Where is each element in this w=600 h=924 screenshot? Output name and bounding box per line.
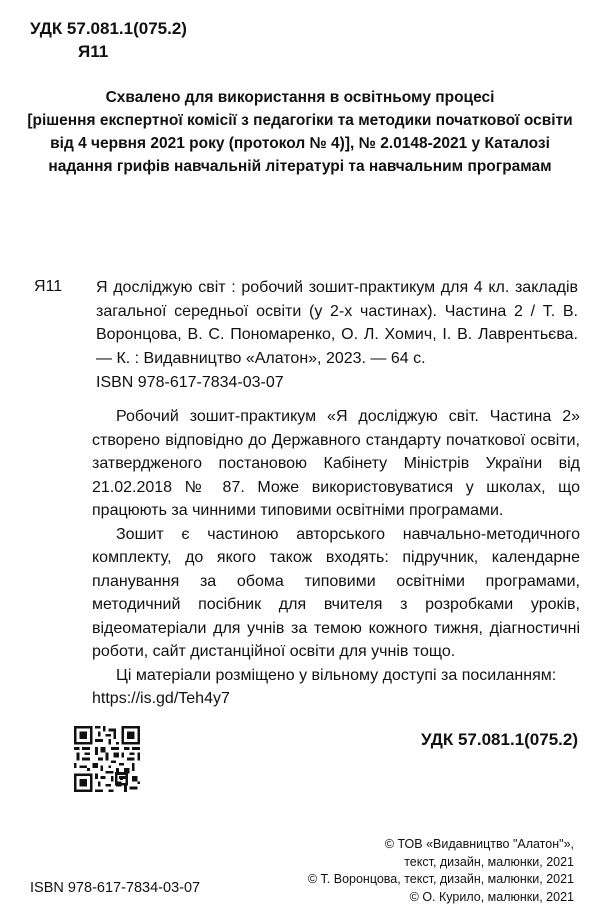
qr-code <box>74 726 140 792</box>
bibliography-code: Я11 <box>34 278 63 295</box>
copyright-block <box>308 836 574 906</box>
approval-line: [рішення експертної комісії з педагогіки та методики початкової освіти <box>27 112 573 129</box>
bibliographic-description: Я досліджую світ : робочий зошит-практикум для 4 кл. закладів загальної середньої освіти (у 2-х частинах). Частина 2 / Т. В. Воронцова, В. С. Пономаренко, О. Л. Хомич, І. В. Лаврентьєва. — К. : Видавництво «Алатон», 2023. — 64 с. <box>96 279 578 367</box>
copyright-line: текст, дизайн, малюнки, 2021 <box>404 854 574 869</box>
approval-notice <box>20 86 580 178</box>
isbn-line: ISBN 978-617-7834-03-07 <box>96 374 284 391</box>
author-code-top: Я11 <box>78 42 109 61</box>
annotation <box>92 405 580 711</box>
udk-top: УДК 57.081.1(075.2) <box>30 19 187 38</box>
copyright-line: © Т. Воронцова, текст, дизайн, малюнки, 2021 <box>307 872 574 886</box>
bibliographic-record <box>96 276 578 395</box>
approval-line: Схвалено для використання в освітньому процесі <box>105 89 495 106</box>
annotation-paragraph-1: Робочий зошит-практикум «Я досліджую світ. Частина 2» створено відповідно до Державного стандарту початкової освіти, затвердженого постановою Кабінету Міністрів України від 21.02.2018 № 87. Може використовуватися у школах, що працюють за чинними типовими освітніми програмами. <box>92 408 580 519</box>
annotation-paragraph-3: Ці матеріали розміщено у вільному доступі за посиланням: <box>116 666 557 684</box>
isbn-bottom: ISBN 978-617-7834-03-07 <box>30 880 201 896</box>
copyright-line: © О. Курило, малюнки, 2021 <box>409 889 574 904</box>
copyright-line: © ТОВ «Видавництво "Алатон"», <box>384 837 574 851</box>
approval-line: від 4 червня 2021 року (протокол № 4)], № 2.0148-2021 у Каталозі <box>50 135 550 152</box>
resource-link[interactable]: https://is.gd/Teh4y7 <box>92 690 230 707</box>
udk-bottom: УДК 57.081.1(075.2) <box>421 730 578 749</box>
approval-line: надання грифів навчальній літературі та навчальним програмам <box>48 158 552 175</box>
annotation-paragraph-2: Зошит є частиною авторського навчально-методичного комплекту, до якого також входять: підручник, календарне планування за обома типовими освітніми програмами, методичний посібник для вчителя з розробками уроків, відеоматеріали для учнів за темою кожного тижня, діагностичні роботи, сайт дистанційної освіти для учнів тощо. <box>92 525 580 660</box>
